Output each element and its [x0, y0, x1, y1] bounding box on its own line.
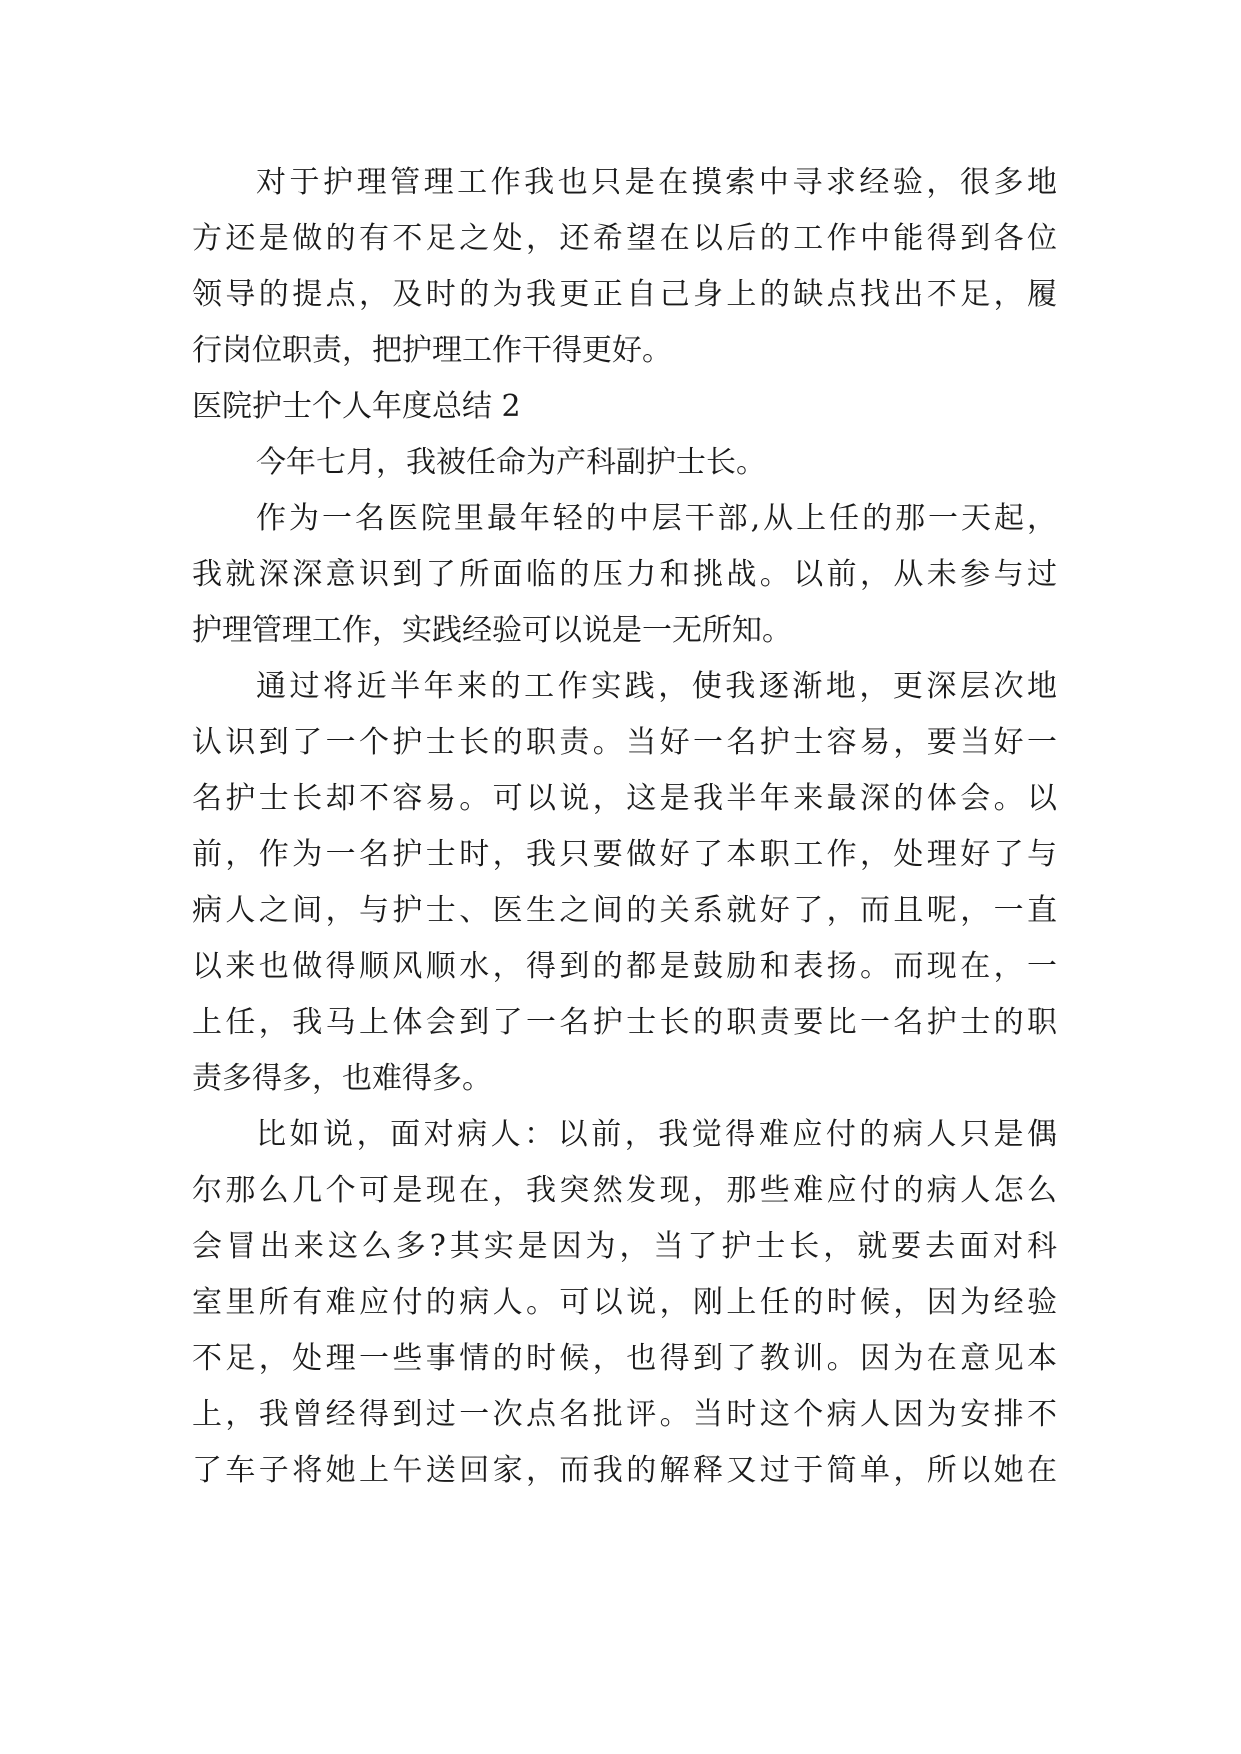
text-line: 了车子将她上午送回家，而我的解释又过于简单，所以她在 [192, 1453, 1057, 1488]
text-line: 通过将近半年来的工作实践，使我逐渐地，更深层次地 [256, 669, 1057, 704]
text-line: 会冒出来这么多?其实是因为，当了护士长，就要去面对科 [192, 1229, 1057, 1264]
text-line: 名护士长却不容易。可以说，这是我半年来最深的体会。以 [192, 781, 1057, 816]
paragraph-3 [192, 491, 1057, 659]
text-line: 不足，处理一些事情的时候，也得到了教训。因为在意见本 [192, 1341, 1057, 1376]
text-line: 对于护理管理工作我也只是在摸索中寻求经验，很多地 [256, 165, 1057, 200]
text-line: 病人之间，与护士、医生之间的关系就好了，而且呢，一直 [192, 893, 1057, 928]
text-line: 上，我曾经得到过一次点名批评。当时这个病人因为安排不 [192, 1397, 1057, 1432]
text-line: 比如说，面对病人：以前，我觉得难应付的病人只是偶 [256, 1117, 1057, 1152]
text-line: 我就深深意识到了所面临的压力和挑战。以前，从未参与过 [192, 557, 1057, 592]
paragraph-5 [192, 1107, 1057, 1499]
text-line: 今年七月，我被任命为产科副护士长。 [256, 445, 766, 480]
paragraph-2 [192, 435, 1057, 491]
paragraph-1 [192, 155, 1057, 379]
text-line: 认识到了一个护士长的职责。当好一名护士容易，要当好一 [192, 725, 1057, 760]
text-line: 以来也做得顺风顺水，得到的都是鼓励和表扬。而现在，一 [192, 949, 1057, 984]
text-line: 护理管理工作，实践经验可以说是一无所知。 [192, 613, 792, 648]
text-line: 领导的提点，及时的为我更正自己身上的缺点找出不足，履 [192, 277, 1057, 312]
section-heading-text: 医院护士个人年度总结 2 [192, 389, 521, 424]
text-line: 上任，我马上体会到了一名护士长的职责要比一名护士的职 [192, 1005, 1057, 1040]
document-page [192, 155, 1057, 1499]
text-line: 作为一名医院里最年轻的中层干部,从上任的那一天起， [256, 501, 1057, 536]
text-line: 方还是做的有不足之处，还希望在以后的工作中能得到各位 [192, 221, 1057, 256]
text-line: 前，作为一名护士时，我只要做好了本职工作，处理好了与 [192, 837, 1057, 872]
text-line: 尔那么几个可是现在，我突然发现，那些难应付的病人怎么 [192, 1173, 1057, 1208]
section-heading [192, 379, 1057, 435]
text-line: 责多得多，也难得多。 [192, 1061, 492, 1096]
text-line: 室里所有难应付的病人。可以说，刚上任的时候，因为经验 [192, 1285, 1057, 1320]
paragraph-4 [192, 659, 1057, 1107]
text-line: 行岗位职责，把护理工作干得更好。 [192, 333, 672, 368]
